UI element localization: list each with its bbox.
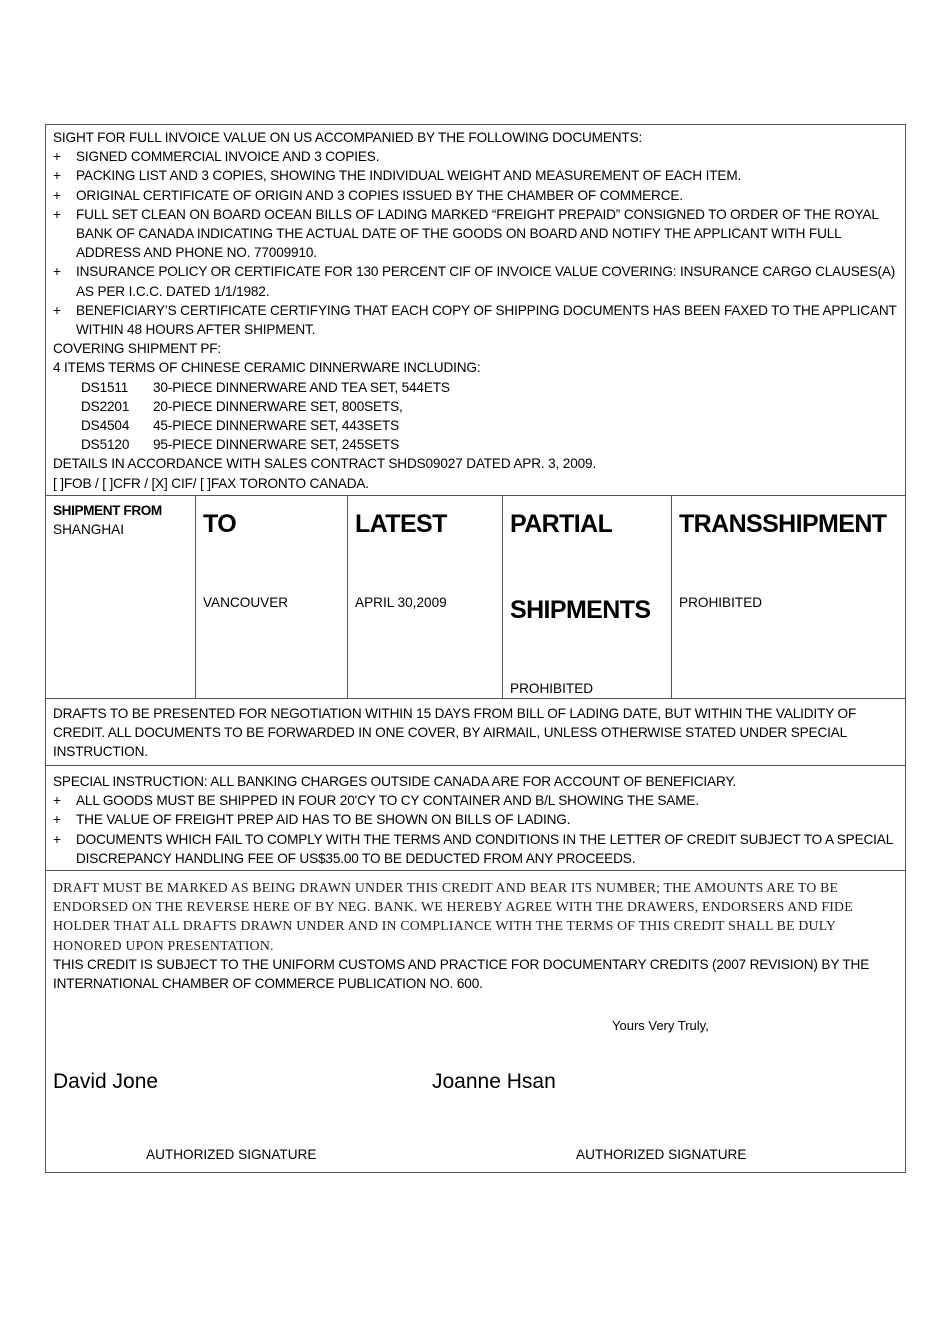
partial-shipments-cell (503, 496, 672, 698)
goods-intro: 4 ITEMS TERMS OF CHINESE CERAMIC DINNERWARE INCLUDING: (53, 360, 481, 376)
sales-contract-details: DETAILS IN ACCORDANCE WITH SALES CONTRACT SHDS09027 DATED APR. 3, 2009. (53, 456, 597, 472)
document-item: + BENEFICIARY’S CERTIFICATE CERTIFYING THAT EACH COPY OF SHIPPING DOCUMENTS HAS BEEN FAXED TO THE APPLICANT WITHIN 48 HOURS AFTER SHIPMENT. (53, 302, 897, 338)
shipment-from-value: SHANGHAI (53, 522, 125, 537)
special-item: + DOCUMENTS WHICH FAIL TO COMPLY WITH THE TERMS AND CONDITIONS IN THE LETTER OF CREDIT SUBJECT TO A SPECIAL DISCREPANCY HANDLING FEE OF US$35.00 TO BE DEDUCTED FROM ANY PROCEEDS. (53, 831, 893, 866)
latest-label: LATEST (355, 510, 447, 538)
shipment-from-cell (46, 496, 196, 698)
document-item: + FULL SET CLEAN ON BOARD OCEAN BILLS OF LADING MARKED “FREIGHT PREPAID” CONSIGNED TO ORDER OF THE ROYAL BANK OF CANADA INDICATING THE ACTUAL DATE OF THE GOODS ON BOARD AND NOTIFY THE APPLICANT WITH FULL ADDRESS AND PHONE NO. 77009910. (53, 206, 879, 261)
salutation: Yours Very Truly, (612, 1018, 709, 1033)
shipment-from-label: SHIPMENT FROM (53, 503, 162, 518)
documents-section (46, 125, 905, 495)
special-intro: SPECIAL INSTRUCTION: ALL BANKING CHARGES OUTSIDE CANADA ARE FOR ACCOUNT OF BENEFICIARY. (53, 774, 737, 789)
authorized-signature-1: AUTHORIZED SIGNATURE (146, 1147, 317, 1162)
shipments-label: SHIPMENTS (510, 596, 651, 624)
letter-of-credit-form (45, 124, 906, 1173)
transshipment-label: TRANSSHIPMENT (679, 510, 887, 538)
signer-1-name: David Jone (53, 1070, 159, 1093)
signer-2-name: Joanne Hsan (432, 1070, 556, 1093)
document-item: + SIGNED COMMERCIAL INVOICE AND 3 COPIES. (53, 149, 380, 165)
price-terms: [ ]FOB / [ ]CFR / [X] CIF/ [ ]FAX TORONTO CANADA. (53, 475, 369, 491)
to-label: TO (203, 510, 237, 538)
special-instruction-section (46, 766, 905, 871)
documents-intro: SIGHT FOR FULL INVOICE VALUE ON US ACCOMPANIED BY THE FOLLOWING DOCUMENTS: (53, 130, 643, 145)
closing-section (46, 871, 905, 1172)
drafts-text: DRAFTS TO BE PRESENTED FOR NEGOTIATION WITHIN 15 DAYS FROM BILL OF LADING DATE, BUT WITHIN THE VALIDITY OF CREDIT. ALL DOCUMENTS TO BE FORWARDED IN ONE COVER, BY AIRMAIL, UNLESS OTHERWISE STATED UNDER SPECIAL INSTRUCTION. (53, 706, 857, 760)
shipment-table (46, 495, 905, 699)
document-item: + INSURANCE POLICY OR CERTIFICATE FOR 130 PERCENT CIF OF INVOICE VALUE COVERING: INSURANCE CARGO CLAUSES(A) AS PER I.C.C. DATED 1/1/1982. (53, 264, 896, 299)
authorized-signature-2: AUTHORIZED SIGNATURE (576, 1147, 747, 1162)
transshipment-value: PROHIBITED (679, 595, 763, 610)
latest-value: APRIL 30,2009 (355, 595, 447, 610)
drafts-section (46, 697, 905, 766)
goods-item: DS2201 20-PIECE DINNERWARE SET, 800SETS, (81, 398, 403, 414)
draft-clause: DRAFT MUST BE MARKED AS BEING DRAWN UNDER THIS CREDIT AND BEAR ITS NUMBER; THE AMOUNTS ARE TO BE ENDORSED ON THE REVERSE HERE OF BY NEG. BANK. WE HEREBY AGREE WITH THE DRAWERS, ENDORSERS AND FIDE HOLDER THAT ALL DRAFTS DRAWN UNDER AND IN COMPLIANCE WITH THE TERMS OF THIS CREDIT SHALL BE DULY HONORED UPON PRESENTATION. (53, 880, 853, 953)
partial-label: PARTIAL (510, 510, 613, 538)
document-item: + ORIGINAL CERTIFICATE OF ORIGIN AND 3 COPIES ISSUED BY THE CHAMBER OF COMMERCE. (53, 187, 683, 203)
covering-shipment: COVERING SHIPMENT PF: (53, 341, 222, 357)
latest-cell (348, 496, 503, 698)
goods-item: DS5120 95-PIECE DINNERWARE SET, 245SETS (81, 437, 400, 453)
special-item: + ALL GOODS MUST BE SHIPPED IN FOUR 20'CY TO CY CONTAINER AND B/L SHOWING THE SAME. (53, 793, 699, 809)
special-item: + THE VALUE OF FREIGHT PREP AID HAS TO BE SHOWN ON BILLS OF LADING. (53, 812, 571, 828)
goods-item: DS4504 45-PIECE DINNERWARE SET, 443SETS (81, 418, 400, 434)
document-item: + PACKING LIST AND 3 COPIES, SHOWING THE INDIVIDUAL WEIGHT AND MEASUREMENT OF EACH ITEM. (53, 168, 742, 184)
transshipment-cell (672, 496, 905, 698)
to-cell (196, 496, 348, 698)
goods-item: DS1511 30-PIECE DINNERWARE AND TEA SET, 544ETS (81, 379, 450, 395)
to-value: VANCOUVER (203, 595, 289, 610)
ucp-clause: THIS CREDIT IS SUBJECT TO THE UNIFORM CUSTOMS AND PRACTICE FOR DOCUMENTARY CREDITS (2007 REVISION) BY THE INTERNATIONAL CHAMBER OF COMMERCE PUBLICATION NO. 600. (53, 956, 870, 992)
partial-value: PROHIBITED (510, 681, 594, 696)
